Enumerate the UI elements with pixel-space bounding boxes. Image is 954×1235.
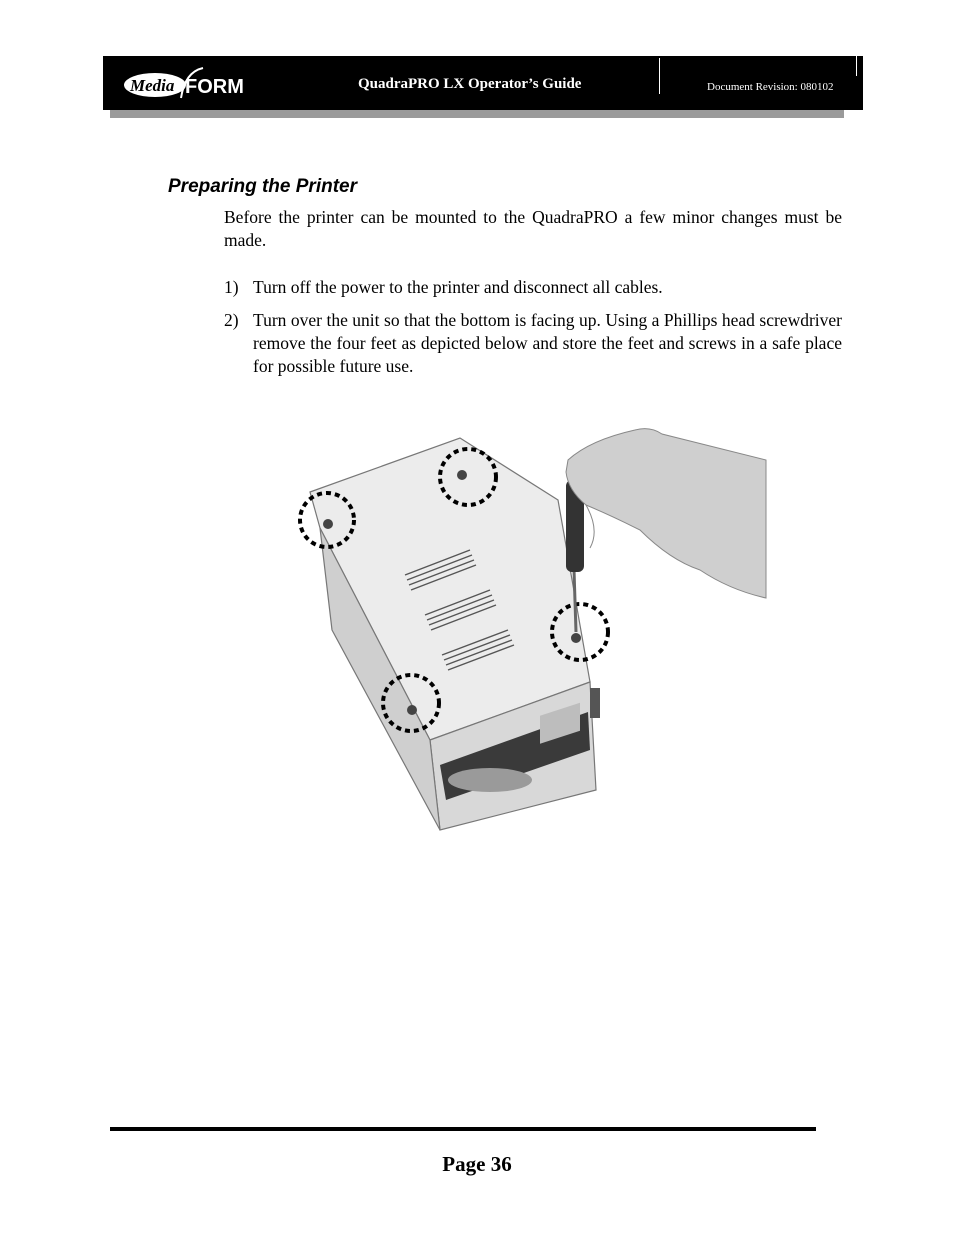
- step-text: Turn off the power to the printer and disconnect all cables.: [253, 277, 663, 297]
- mediaform-logo: [123, 66, 255, 100]
- step-number: 1): [224, 277, 239, 297]
- footer-rule: [110, 1127, 816, 1131]
- step-number: 2): [224, 310, 239, 330]
- page-header: [103, 56, 863, 110]
- document-revision: Document Revision: 080102: [707, 81, 834, 93]
- svg-text:Media: Media: [130, 76, 175, 95]
- intro-paragraph: Before the printer can be mounted to the QuadraPRO a few minor changes must be made.: [224, 207, 842, 250]
- svg-text:FORM: FORM: [185, 76, 244, 98]
- step-text: Turn over the unit so that the bottom is facing up. Using a Phillips head screwdriver remove the four feet as depicted below and store the feet and screws in a safe place for possible future use.: [253, 310, 842, 376]
- document-title: QuadraPRO LX Operator’s Guide: [358, 76, 582, 92]
- list-item: [224, 276, 842, 299]
- list-item: [224, 309, 842, 378]
- steps-list: [224, 276, 842, 388]
- header-divider-right: [856, 56, 857, 76]
- printer-bottom-photo: [290, 420, 770, 835]
- page-number: Page 36: [442, 1152, 512, 1176]
- section-heading: Preparing the Printer: [168, 176, 357, 197]
- header-divider: [659, 58, 660, 94]
